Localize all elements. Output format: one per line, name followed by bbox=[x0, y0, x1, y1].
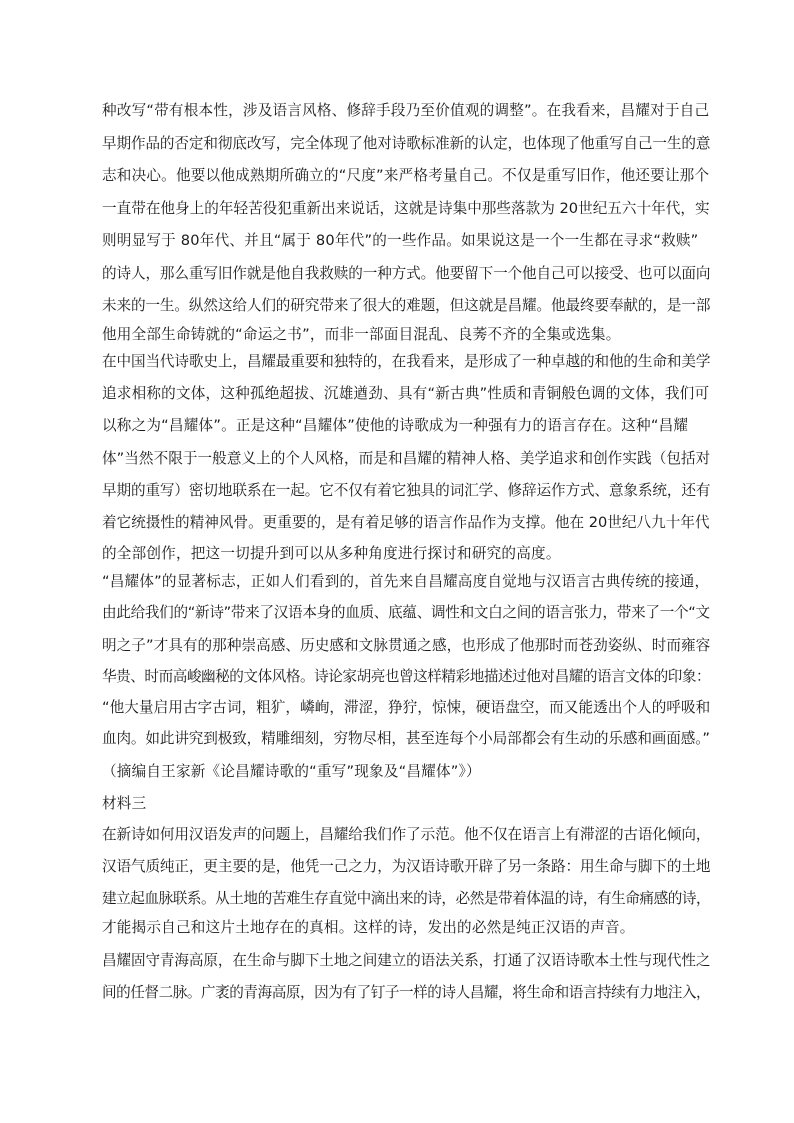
text-line: 华贵、时而高峻幽秘的文体风格。诗论家胡亮也曾这样精彩地描述过他对昌耀的语言文体的印象： bbox=[102, 668, 711, 685]
text-line: 种改写“带有根本性，涉及语言风格、修辞手段乃至价值观的调整”。在我看来，昌耀对于自己 bbox=[102, 102, 710, 119]
paragraph-start-line: 在中国当代诗歌史上，昌耀最重要和独特的，在我看来，是形成了一种卓越的和他的生命和美学 bbox=[102, 353, 711, 370]
text-line: 则明显写于 80年代、并且“属于 80年代”的一些作品。如果说这是一个一生都在寻求“救赎” bbox=[102, 232, 699, 249]
text-line: 他用全部生命铸就的“命运之书”，而非一部面目混乱、良莠不齐的全集或选集。 bbox=[102, 326, 621, 343]
paragraph-start-line: “昌耀体”的显著标志，正如人们看到的，首先来自昌耀高度自觉地与汉语言古典传统的接通， bbox=[102, 573, 710, 590]
text-line: 着它统摄性的精神风骨。更重要的，是有着足够的语言作品作为支撑。他在 20世纪八九十年代 bbox=[102, 514, 710, 531]
text-line: 志和决心。他要以他成熟期所确立的“尺度”来严格考量自己。不仅是重写旧作，他还要让那个 bbox=[102, 167, 710, 184]
section-heading: 材料三 bbox=[102, 795, 147, 812]
paragraph-start-line: 昌耀固守青海高原，在生命与脚下土地之间建立的语法关系，打通了汉语诗歌本土性与现代性之 bbox=[102, 952, 711, 969]
text-line: 的全部创作，把这一切提升到可以从多种角度进行探讨和研究的高度。 bbox=[102, 545, 561, 562]
quote-line: “他大量启用古字古词，粗犷，嶙峋，滞涩，狰狞，惊悚，硬语盘空，而又能透出个人的呼吸和 bbox=[102, 699, 711, 716]
text-line: 汉语气质纯正，更主要的是，他凭一己之力，为汉语诗歌开辟了另一条路：用生命与脚下的土地 bbox=[102, 858, 711, 875]
text-line: 早期的重写）密切地联系在一起。它不仅有着它独具的词汇学、修辞运作方式、意象系统，还有 bbox=[102, 482, 711, 499]
paragraph-start-line: 在新诗如何用汉语发声的问题上，昌耀给我们作了示范。他不仅在语言上有滞涩的古语化倾向， bbox=[102, 826, 711, 843]
text-line: 由此给我们的“新诗”带来了汉语本身的血质、底蕴、调性和文白之间的语言张力，带来了一个“文 bbox=[102, 604, 710, 621]
quote-line: 血肉。如此讲究到极致，精雕细刻，穷物尽相，甚至连每个小局部都会有生动的乐感和画面感。” bbox=[102, 730, 710, 747]
text-line: 建立起血脉联系。从土地的苦难生存直觉中滴出来的诗，必然是带着体温的诗，有生命痛感的诗， bbox=[102, 890, 711, 907]
text-line: 明之子”才具有的那种崇高感、历史感和文脉贯通之感，也形成了他那时而苍劲姿纵、时而雍容 bbox=[102, 637, 711, 654]
text-line: 早期作品的否定和彻底改写，完全体现了他对诗歌标准新的认定，也体现了他重写自己一生的意 bbox=[102, 135, 711, 152]
text-line: 才能揭示自己和这片土地存在的真相。这样的诗，发出的必然是纯正汉语的声音。 bbox=[102, 919, 635, 936]
text-line: 一直带在他身上的年轻苦役犯重新出来说话，这就是诗集中那些落款为 20世纪五六十年代，实 bbox=[102, 200, 710, 217]
source-citation: （摘编自王家新《论昌耀诗歌的“重写”现象及“昌耀体”》） bbox=[102, 763, 481, 780]
text-line: 以称之为“昌耀体”。正是这种“昌耀体”使他的诗歌成为一种强有力的语言存在。这种“昌耀 bbox=[102, 417, 689, 434]
text-line: 体”当然不限于一般意义上的个人风格，而是和昌耀的精神人格、美学追求和创作实践（包括对 bbox=[102, 450, 711, 467]
text-line: 间的任督二脉。广袤的青海高原，因为有了钉子一样的诗人昌耀，将生命和语言持续有力地注入， bbox=[102, 984, 711, 1001]
text-line: 未来的一生。纵然这给人们的研究带来了很大的难题，但这就是昌耀。他最终要奉献的，是一部 bbox=[102, 297, 711, 314]
text-line: 追求相称的文体，这种孤绝超拔、沉雄遒劲、具有“新古典”性质和青铜般色调的文体，我们可 bbox=[102, 385, 710, 402]
text-line: 的诗人，那么重写旧作就是他自我救赎的一种方式。他要留下一个他自己可以接受、也可以面向 bbox=[102, 265, 711, 282]
